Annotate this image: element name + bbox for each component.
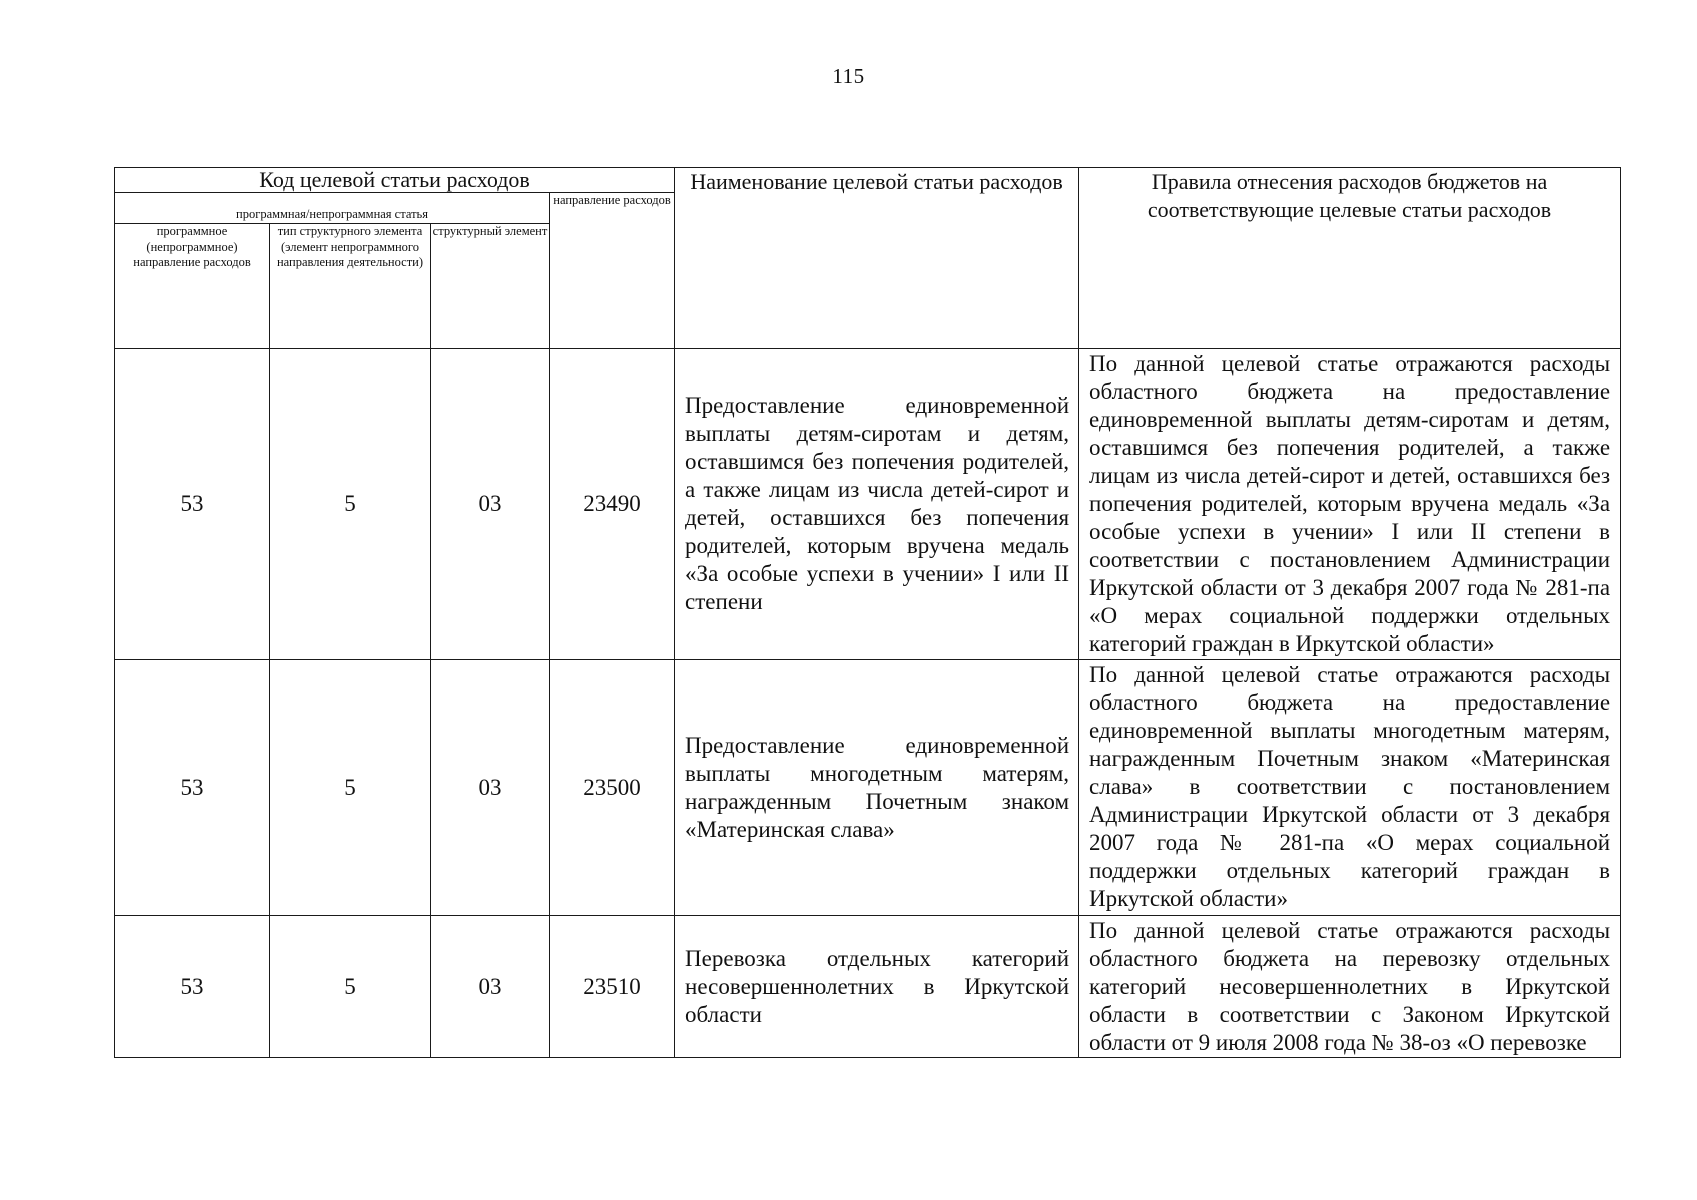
expense-code-table xyxy=(114,167,1621,1058)
article-rule-cell: По данной целевой статье отражаются расходы областного бюджета на перевозку отдельных категорий несовершеннолетних в Иркутской области в соответствии с Законом Иркутской области от 9 июля 2008 года № 38-оз «О перевозке xyxy=(1079,916,1621,1058)
program-direction-header: программное (непрограммное) направление расходов xyxy=(115,224,270,349)
table-row xyxy=(115,349,1621,660)
article-name-cell: Перевозка отдельных категорий несовершеннолетних в Иркутской области xyxy=(675,916,1079,1058)
element-type-cell: 5 xyxy=(270,660,431,916)
code-group-header: Код целевой статьи расходов xyxy=(115,168,675,193)
article-rule-cell: По данной целевой статье отражаются расходы областного бюджета на предоставление единовременной выплаты многодетным матерям, награжденным Почетным знаком «Материнская слава» в соответствии с постановлением Администрации Иркутской области от 3 декабря 2007 года № 281-па «О мерах социальной поддержки отдельных категорий граждан в Иркутской области» xyxy=(1079,660,1621,916)
element-type-cell: 5 xyxy=(270,916,431,1058)
structural-element-header: структурный элемент xyxy=(431,224,550,349)
direction-code-cell: 23490 xyxy=(550,349,675,660)
program-group-header: программная/непрограммная статья xyxy=(115,193,550,224)
header-row-1 xyxy=(115,168,1621,193)
program-code-cell: 53 xyxy=(115,916,270,1058)
direction-header: направление расходов xyxy=(550,193,675,349)
element-type-header: тип структурного элемента (элемент непрограммного направления деятельности) xyxy=(270,224,431,349)
article-name-cell: Предоставление единовременной выплаты многодетным матерям, награжденным Почетным знаком «Материнская слава» xyxy=(675,660,1079,916)
direction-code-cell: 23510 xyxy=(550,916,675,1058)
direction-code-cell: 23500 xyxy=(550,660,675,916)
table-row xyxy=(115,916,1621,1058)
article-name-cell: Предоставление единовременной выплаты детям-сиротам и детям, оставшимся без попечения родителей, а также лицам из числа детей-сирот и детей, оставшихся без попечения родителей, которым вручена медаль «За особые успехи в учении» I или II степени xyxy=(675,349,1079,660)
program-code-cell: 53 xyxy=(115,349,270,660)
structural-element-cell: 03 xyxy=(431,916,550,1058)
page-number: 115 xyxy=(832,64,865,88)
element-type-cell: 5 xyxy=(270,349,431,660)
structural-element-cell: 03 xyxy=(431,660,550,916)
name-column-header: Наименование целевой статьи расходов xyxy=(675,168,1079,349)
table-row xyxy=(115,660,1621,916)
rules-column-header: Правила отнесения расходов бюджетов на соответствующие целевые статьи расходов xyxy=(1079,168,1621,349)
structural-element-cell: 03 xyxy=(431,349,550,660)
article-rule-cell: По данной целевой статье отражаются расходы областного бюджета на предоставление единовременной выплаты детям-сиротам и детям, оставшимся без попечения родителей, а также лицам из числа детей-сирот и детей, оставшихся без попечения родителей, которым вручена медаль «За особые успехи в учении» I или II степени в соответствии с постановлением Администрации Иркутской области от 3 декабря 2007 года № 281-па «О мерах социальной поддержки отдельных категорий граждан в Иркутской области» xyxy=(1079,349,1621,660)
program-code-cell: 53 xyxy=(115,660,270,916)
